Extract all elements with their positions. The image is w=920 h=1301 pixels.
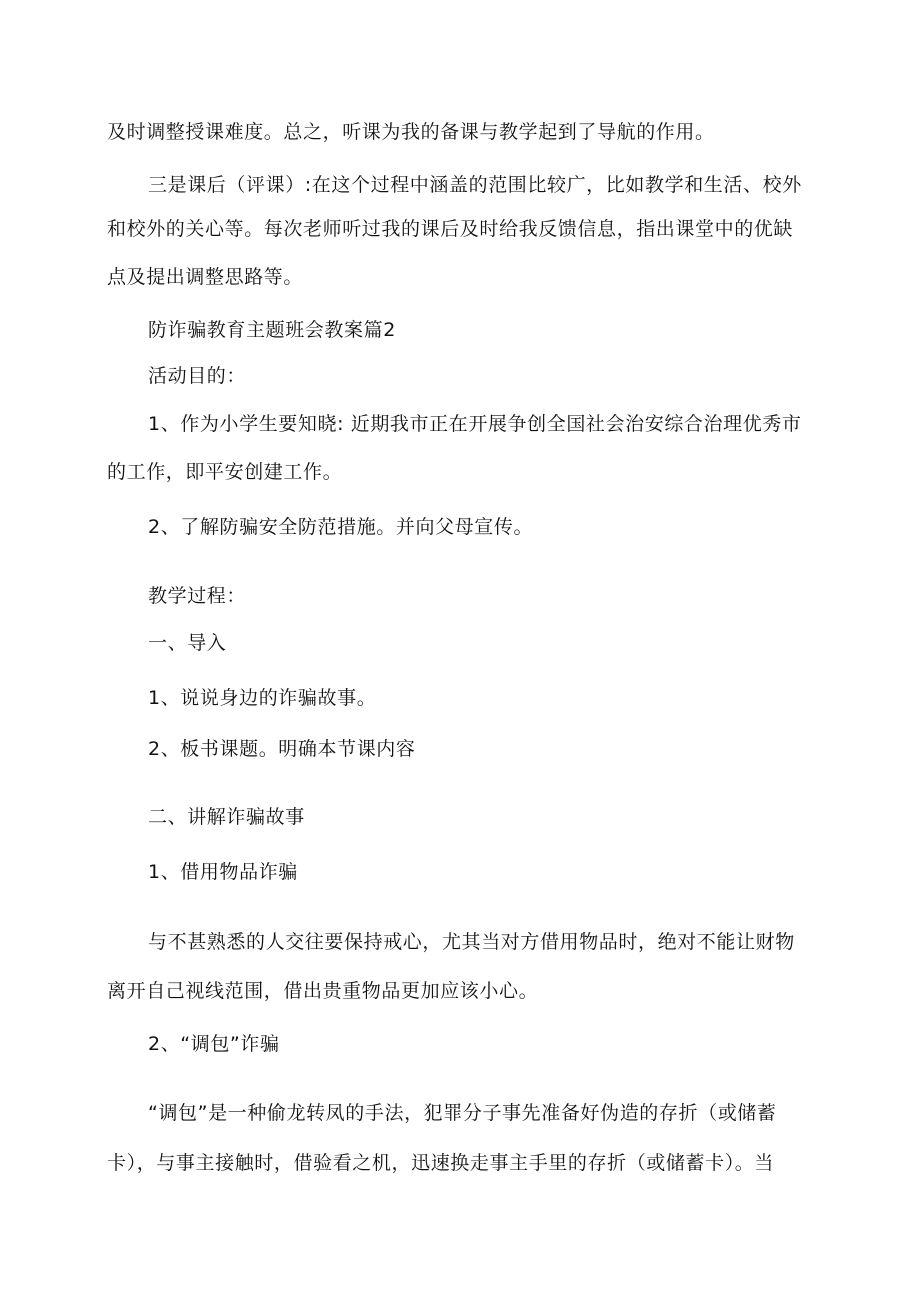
paragraph-line: 一、导入 [148,632,227,654]
paragraph-line: 1、说说身边的诈骗故事。 [148,687,377,709]
paragraph-line: 三是课后（评课）:在这个过程中涵盖的范围比较广，比如教学和生活、校外 [148,174,802,196]
paragraph-line: 二、讲解诈骗故事 [148,806,305,828]
paragraph-line: 卡），与事主接触时，借验看之机，迅速换走事主手里的存折（或储蓄卡）。当 [107,1152,775,1174]
paragraph-line: 2、了解防骗安全防范措施。并向父母宣传。 [148,516,534,538]
paragraph-line: 和校外的关心等。每次老师听过我的课后及时给我反馈信息，指出课堂中的优缺 [107,218,794,240]
paragraph-line: 离开自己视线范围，借出贵重物品更加应该小心。 [107,980,539,1002]
paragraph-line: 的工作，即平安创建工作。 [107,461,343,483]
paragraph-line: 及时调整授课难度。总之，听课为我的备课与教学起到了导航的作用。 [107,121,715,143]
paragraph-line: 1、借用物品诈骗 [148,861,298,883]
paragraph-line: 活动目的： [148,365,247,387]
paragraph-line: 点及提出调整思路等。 [107,266,304,288]
paragraph-line: 1、作为小学生要知晓: 近期我市正在开展争创全国社会治安综合治理优秀市 [148,413,802,435]
paragraph-line: 2、“调包”诈骗 [148,1033,280,1055]
paragraph-line: 教学过程： [148,585,247,607]
paragraph-line: 2、板书课题。明确本节课内容 [148,738,416,760]
paragraph-line: 与不甚熟悉的人交往要保持戒心，尤其当对方借用物品时，绝对不能让财物 [148,931,795,953]
paragraph-line: “调包”是一种偷龙转凤的手法，犯罪分子事先准备好伪造的存折（或储蓄 [148,1102,777,1124]
section-heading: 防诈骗教育主题班会教案篇2 [148,319,396,341]
